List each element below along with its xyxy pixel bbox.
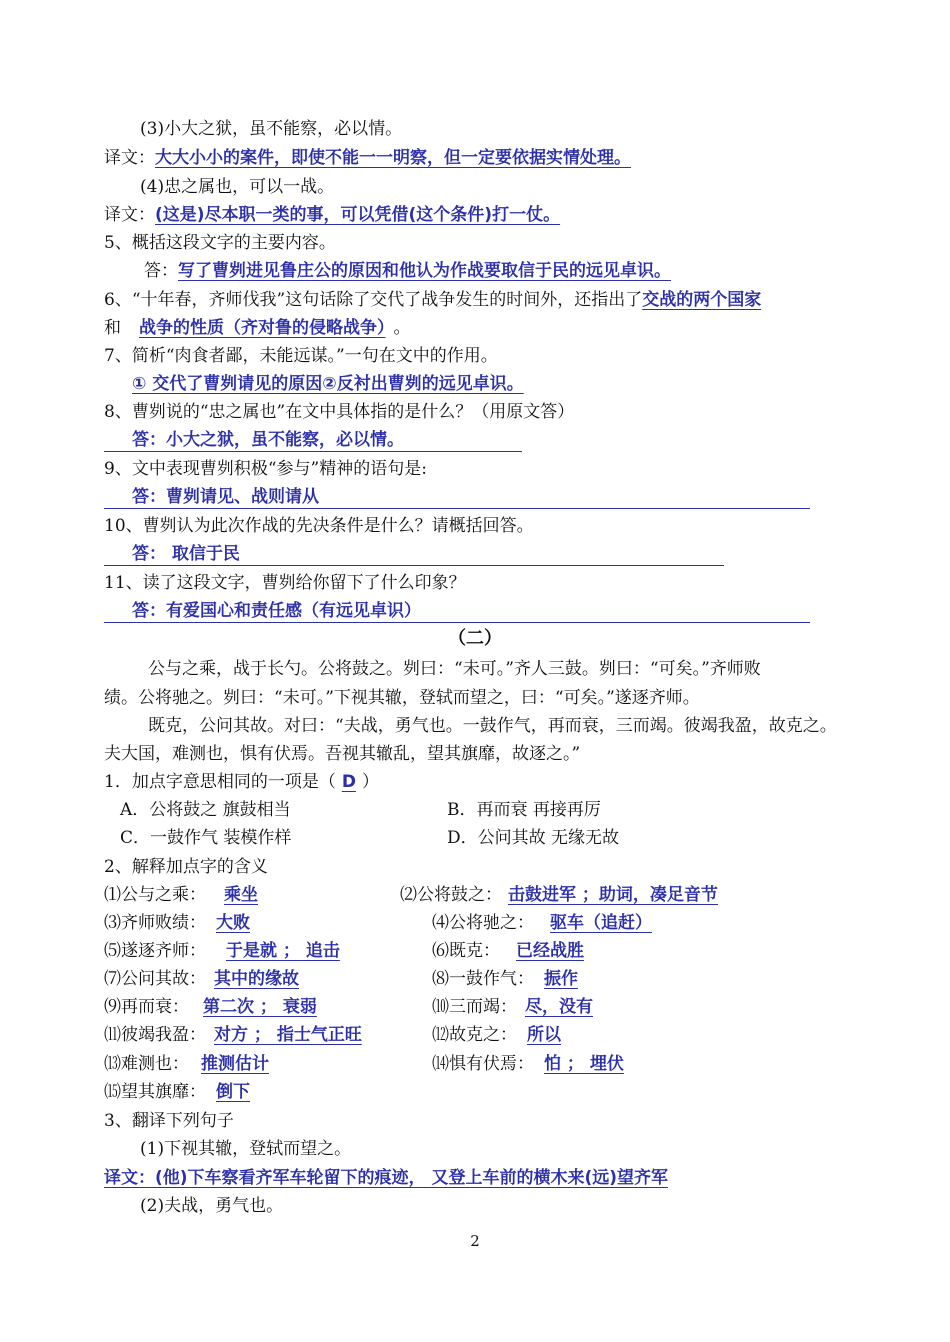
answer-7: ① 交代了曹刿请见的原因②反衬出曹刿的远见卓识。 — [132, 374, 524, 394]
question-6-and: 和 — [104, 318, 121, 338]
explain-13 — [104, 1052, 281, 1076]
explain-answer: 其中的缘故 — [214, 969, 299, 989]
mc-answer: D — [341, 772, 356, 792]
answer-3-3: 大大小小的案件，即使不能一一明察，但一定要依据实情处理。 — [155, 148, 631, 168]
question-10: 10、曹刿认为此次作战的先决条件是什么？请概括回答。 — [104, 516, 534, 536]
translation-label: 译文： — [104, 205, 155, 225]
mc-question-1 — [104, 770, 379, 794]
option-b: B．再而衰 再接再厉 — [447, 800, 601, 820]
passage-line-2: 绩。公将驰之。刿曰：“未可。”下视其辙，登轼而望之，曰：“可矣。”遂逐齐师。 — [104, 688, 700, 708]
translation-3-3 — [104, 146, 631, 170]
option-d: D．公问其故 无缘无故 — [447, 828, 620, 848]
answer-3-4: (这是)尽本职一类的事，可以凭借(这个条件)打一仗。 — [155, 205, 561, 225]
answer-t1: (他)下车察看齐军车轮留下的痕迹， 又登上车前的横木来(远)望齐军 — [155, 1168, 668, 1188]
answer-11: 答：有爱国心和责任感（有远见卓识） — [104, 600, 810, 623]
passage-line-3: 既克，公问其故。对曰：“夫战，勇气也。一鼓作气，再而衰，三而竭。彼竭我盈，故克之。 — [148, 716, 837, 736]
explain-answer: 推测估计 — [201, 1054, 269, 1074]
mc-question-text: 1．加点字意思相同的一项是（ — [104, 772, 336, 792]
explain-6 — [432, 939, 600, 963]
question-explain: 2、解释加点字的含义 — [104, 857, 268, 877]
question-5: 5、概括这段文字的主要内容。 — [104, 233, 336, 253]
answer-6-1: 交战的两个国家 — [642, 290, 762, 310]
explain-prompt: ⑵公将鼓之： — [400, 885, 502, 905]
explain-15 — [104, 1080, 260, 1104]
explain-answer: 所以 — [527, 1025, 561, 1045]
translation-label: 译文： — [104, 148, 155, 168]
section-heading: （二） — [448, 628, 502, 649]
explain-prompt: ⑿故克之： — [432, 1025, 517, 1045]
answer-line-5 — [144, 259, 671, 283]
explain-answer: 于是就 ； 追击 — [226, 941, 340, 961]
translate-1: (1)下视其辙，登轼而望之。 — [140, 1139, 352, 1159]
explain-4 — [432, 911, 668, 935]
explain-answer: 第二次 ； 衰弱 — [203, 997, 317, 1017]
explain-prompt: ⒀难测也： — [104, 1054, 189, 1074]
explain-answer: 尽，没有 — [525, 997, 593, 1017]
explain-prompt: ⑴公与之乘： — [104, 885, 206, 905]
question-6 — [104, 288, 761, 312]
page-number: 2 — [470, 1232, 480, 1250]
passage-line-1: 公与之乘，战于长勺。公将鼓之。刿曰：“未可。”齐人三鼓。刿曰：“可矣。”齐师败 — [148, 659, 761, 679]
question-8: 8、曹刿说的“忠之属也”在文中具体指的是什么？（用原文答） — [104, 402, 575, 422]
question-6-end: 。 — [393, 318, 411, 338]
explain-1 — [104, 883, 276, 907]
question-9: 9、文中表现曹刿积极“参与”精神的语句是: — [104, 459, 427, 479]
explain-12 — [432, 1023, 571, 1047]
explain-answer: 对方 ； 指士气正旺 — [214, 1025, 362, 1045]
explain-answer: 已经战胜 — [516, 941, 584, 961]
explain-answer: 大败 — [216, 913, 250, 933]
explain-7 — [104, 967, 307, 991]
explain-14 — [432, 1052, 634, 1076]
explain-prompt: ⒁惧有伏焉： — [432, 1054, 534, 1074]
question-7: 7、简析“肉食者鄙，未能远谋。”一句在文中的作用。 — [104, 346, 498, 366]
explain-prompt: ⑷公将驰之： — [432, 913, 534, 933]
answer-line-10 — [104, 542, 724, 566]
explain-2 — [400, 883, 724, 907]
translation-label: 译文： — [104, 1168, 155, 1188]
answer-line-8 — [104, 428, 522, 452]
explain-prompt: ⑸遂逐齐师： — [104, 941, 206, 961]
answer-8: 答：小大之狱，虽不能察，必以情。 — [104, 429, 522, 452]
translate-2: (2)夫战，勇气也。 — [140, 1196, 284, 1216]
explain-prompt: ⑽三而竭： — [432, 997, 517, 1017]
question-3-3: (3)小大之狱，虽不能察，必以情。 — [140, 119, 403, 139]
answer-line-11 — [104, 599, 810, 623]
answer-line-9 — [104, 485, 810, 509]
explain-8 — [432, 967, 588, 991]
explain-prompt: ⑹既克： — [432, 941, 500, 961]
explain-answer: 怕 ； 埋伏 — [544, 1054, 624, 1074]
option-a: A．公将鼓之 旗鼓相当 — [120, 800, 291, 820]
explain-3 — [104, 911, 260, 935]
answer-label: 答： — [144, 261, 178, 281]
explain-prompt: ⑺公问其故： — [104, 969, 206, 989]
explain-prompt: ⑻一鼓作气： — [432, 969, 534, 989]
answer-line-7 — [104, 372, 524, 396]
explain-prompt: ⑶齐师败绩： — [104, 913, 206, 933]
question-3-4: (4)忠之属也，可以一战。 — [140, 177, 335, 197]
question-6-text: 6、“十年春，齐师伐我”这句话除了交代了战争发生的时间外，还指出了 — [104, 290, 643, 310]
answer-9: 答：曹刿请见、战则请从 — [104, 486, 810, 509]
explain-answer: 倒下 — [216, 1082, 250, 1102]
answer-5: 写了曹刿进见鲁庄公的原因和他认为作战要取信于民的远见卓识。 — [178, 261, 671, 281]
passage-line-4: 夫大国，难测也，惧有伏焉。吾视其辙乱，望其旗靡，故逐之。” — [104, 744, 581, 764]
explain-answer: 振作 — [544, 969, 578, 989]
explain-prompt: ⒂望其旗靡： — [104, 1082, 206, 1102]
mc-question-end: ） — [361, 772, 379, 792]
explain-answer: 击鼓进军 ；助词，凑足音节 — [508, 885, 718, 905]
option-c: C．一鼓作气 装模作样 — [120, 828, 292, 848]
explain-prompt: ⑼再而衰： — [104, 997, 189, 1017]
question-6-cont — [104, 316, 411, 340]
answer-6-2: 战争的性质（齐对鲁的侵略战争） — [139, 318, 386, 338]
translate-1-answer — [104, 1166, 668, 1190]
explain-prompt: ⑾彼竭我盈： — [104, 1025, 206, 1045]
explain-5 — [104, 939, 360, 963]
explain-answer: 乘坐 — [224, 885, 258, 905]
explain-11 — [104, 1023, 370, 1047]
translation-3-4 — [104, 203, 560, 227]
explain-10 — [432, 995, 601, 1019]
explain-answer: 驱车（追赶） — [550, 913, 652, 933]
explain-9 — [104, 995, 331, 1019]
question-translate: 3、翻译下列句子 — [104, 1111, 234, 1131]
question-11: 11、读了这段文字，曹刿给你留下了什么印象？ — [104, 573, 466, 593]
answer-10: 答： 取信于民 — [104, 543, 724, 566]
